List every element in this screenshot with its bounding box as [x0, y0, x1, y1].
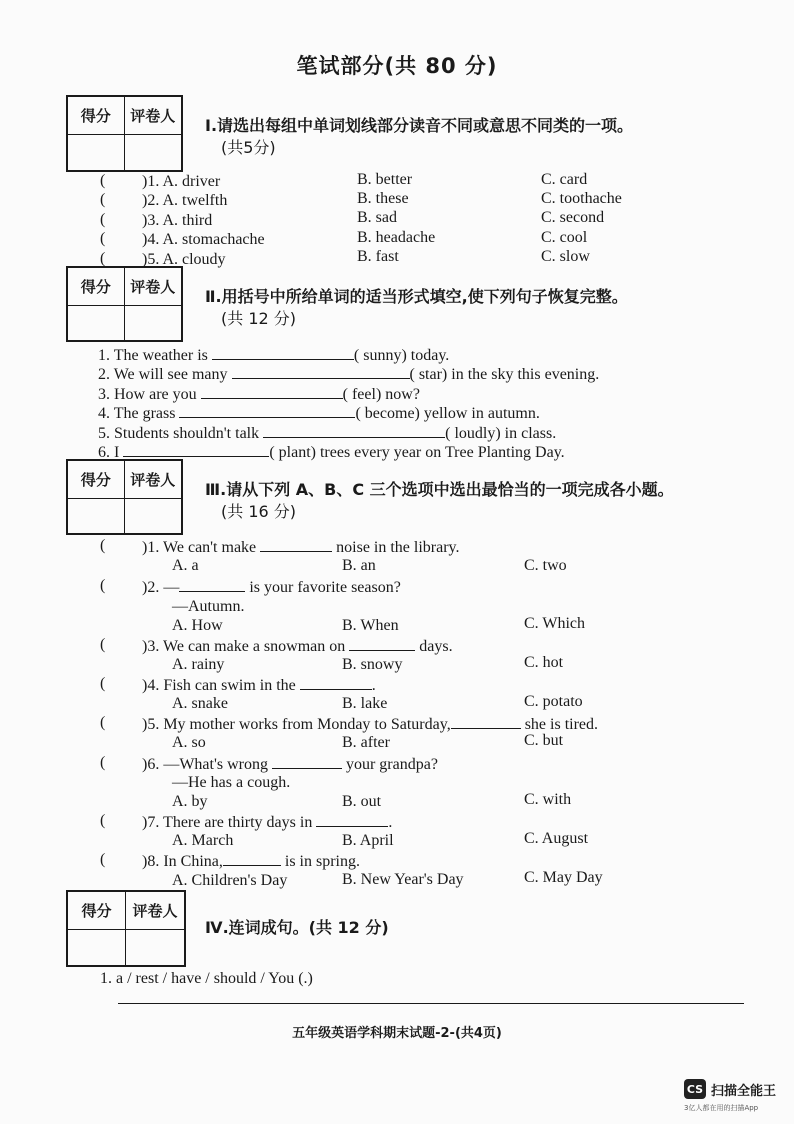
grader-cell — [126, 930, 184, 965]
score-cell — [68, 930, 126, 965]
answer-blank[interactable] — [451, 714, 521, 729]
list-item: 5. Students shouldn't talk ( loudly) in class. — [98, 425, 557, 442]
answer-blank[interactable] — [232, 364, 410, 379]
score-box-3 — [66, 459, 183, 535]
answer-blank[interactable] — [349, 636, 415, 651]
grader-label: 评卷人 — [125, 97, 182, 135]
section-1-points: (共5分) — [221, 138, 276, 157]
page-title: 笔试部分(共 80 分) — [296, 54, 498, 78]
score-box-4 — [66, 890, 186, 967]
section-2-heading: Ⅱ.用括号中所给单词的适当形式填空,使下列句子恢复完整。 (共 12 分) — [205, 287, 628, 328]
answer-blank[interactable] — [263, 423, 445, 438]
score-box-2 — [66, 266, 183, 342]
score-cell — [68, 135, 125, 170]
answer-blank[interactable] — [272, 754, 342, 769]
score-label: 得分 — [68, 461, 125, 499]
grader-label: 评卷人 — [125, 268, 182, 306]
grader-cell — [125, 306, 182, 340]
list-item: 1. a / rest / have / should / You (.) — [100, 970, 313, 987]
footer-divider — [118, 1003, 744, 1004]
section-3-heading: Ⅲ.请从下列 A、B、C 三个选项中选出最恰当的一项完成各小题。 (共 16 分) — [205, 480, 674, 521]
score-cell — [68, 306, 125, 340]
scanner-watermark — [684, 1079, 776, 1099]
scanner-logo-icon: CS — [684, 1079, 706, 1099]
section-3-points: (共 16 分) — [221, 502, 297, 521]
grader-cell — [125, 135, 182, 170]
grader-label: 评卷人 — [126, 892, 184, 930]
answer-blank[interactable] — [260, 537, 332, 552]
answer-blank[interactable] — [223, 851, 281, 866]
list-item: 1. The weather is ( sunny) today. — [98, 347, 450, 364]
scanner-tagline: 3亿人都在用的扫描App — [684, 1104, 759, 1112]
grader-label: 评卷人 — [125, 461, 182, 499]
answer-blank[interactable] — [201, 384, 343, 399]
list-item: 6. I ( plant) trees every year on Tree Planting Day. — [98, 444, 565, 461]
grader-cell — [125, 499, 182, 533]
answer-blank[interactable] — [123, 442, 269, 457]
answer-blank[interactable] — [212, 345, 354, 360]
answer-blank[interactable] — [300, 675, 372, 690]
score-label: 得分 — [68, 268, 125, 306]
section-1-heading: Ⅰ.请选出每组中单词划线部分读音不同或意思不同类的一项。 (共5分) — [205, 116, 634, 157]
scanner-app-name: 扫描全能王 — [711, 1083, 777, 1099]
list-item: 4. The grass ( become) yellow in autumn. — [98, 405, 540, 422]
answer-blank[interactable] — [316, 812, 388, 827]
answer-blank[interactable] — [179, 577, 245, 592]
list-item: 2. We will see many ( star) in the sky this evening. — [98, 366, 600, 383]
score-label: 得分 — [68, 97, 125, 135]
score-cell — [68, 499, 125, 533]
list-item: 3. How are you ( feel) now? — [98, 386, 420, 403]
score-box-1 — [66, 95, 183, 172]
exam-page: 笔试部分(共 80 分) 得分 评卷人 Ⅰ.请选出每组中单词划线部分读音不同或意思不同类的一项。 (共5分) ( )1. A. driver B. better C. card ( )2. A. twelfth B. these C. toothache ( )3. A. third B. sad C. second ( )4. A. stomachache B. headache C. cool ( )5. A. cloudy B. fast C. slow 得分 评卷人 Ⅱ.用括号中所给单词的适当形式填空,使下列句子恢复完整。 (共 12 分) 1. The weather is ( sunny) today. 2. We will see many ( star) in the sky this evening. 3. How are you ( feel) now? 4. The grass ( become) yellow in autumn. 5. Students shouldn't talk ( loudly) in class. 6. I ( plant) trees every year on Tree Planting Day. 得分 评卷人 Ⅲ.请从下列 A、B、C 三个选项中选出最恰当的一项完成各小题。 (共 16 分) ( )1. We can't make noise in the library. A. a B. an C. two ( )2. — is your favorite season? —Autumn. A. How B. When C. Which ( )3. We can make a snowman on days. A. rainy B. snowy C. hot ( )4. Fish can swim in the . A. snake B. lake C. potato ( )5. My mother works from Monday to Saturday, she is tired. A. so B. after C. but ( )6. —What's wrong your grandpa? —He has a cough. A. by B. out C. with ( )7. There are thirty days in . A. March B. April C. August ( )8. In China, is in spring. A. Children's Day B. New Year's Day C. May Day 得分 评卷人 Ⅳ.连词成句。(共 12 分) 1. a / rest / have / should / You (.) 五年级英语学科期末试题-2-(共4页) CS 扫描全能王 3亿人都在用的扫描App — [0, 0, 794, 1124]
score-label: 得分 — [68, 892, 126, 930]
section-2-points: (共 12 分) — [221, 309, 297, 328]
section-4-heading: Ⅳ.连词成句。(共 12 分) — [205, 918, 389, 937]
answer-blank[interactable] — [179, 403, 355, 418]
page-footer: 五年级英语学科期末试题-2-(共4页) — [292, 1026, 502, 1041]
